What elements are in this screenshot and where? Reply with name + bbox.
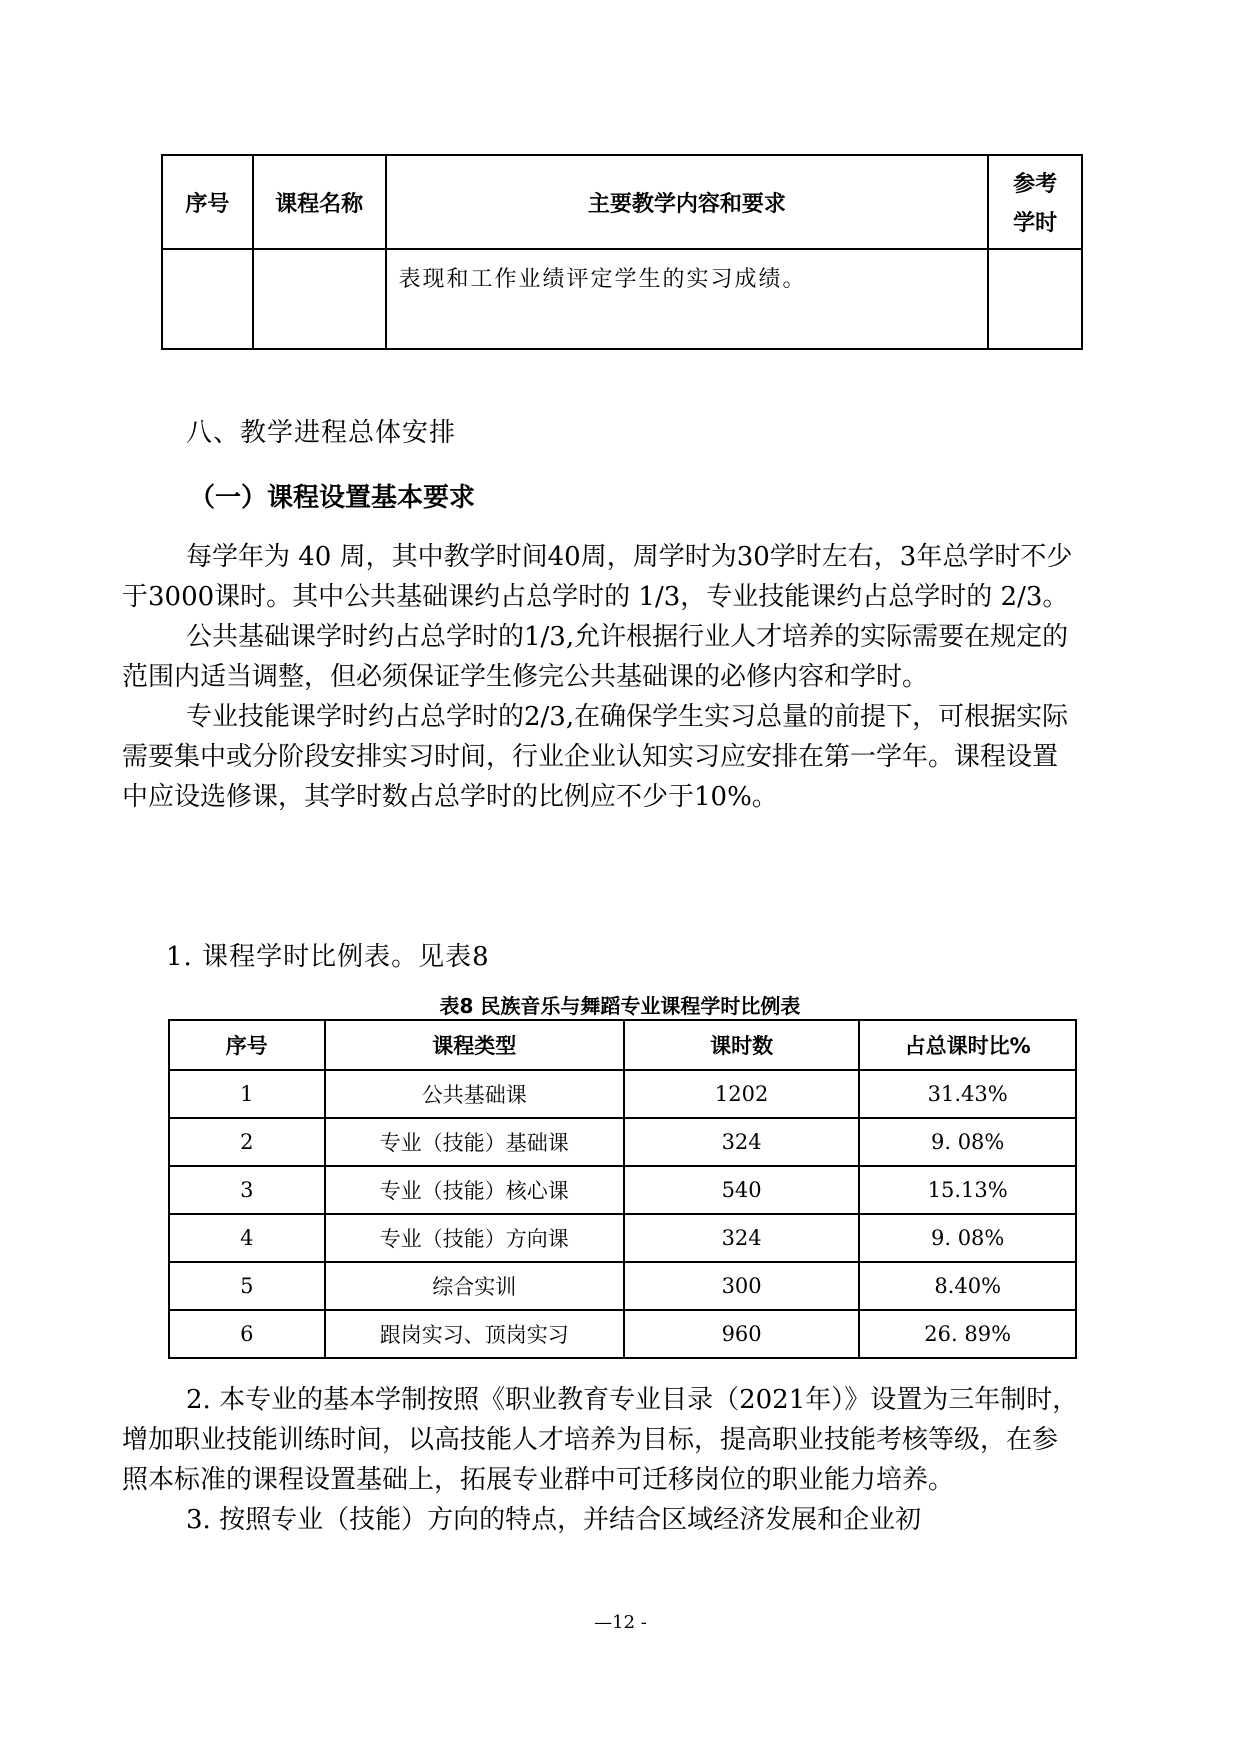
ratio-cell-hours: 960 <box>624 1310 859 1358</box>
ratio-cell-type: 跟岗实习、顶岗实习 <box>325 1310 624 1358</box>
cell-ref-hours <box>988 249 1082 349</box>
header-ref-hours-line2: 学时 <box>1013 211 1058 236</box>
paragraph-2: 公共基础课学时约占总学时的1/3,允许根据行业人才培养的实际需要在规定的范围内适当调整，但必须保证学生修完公共基础课的必修内容和学时。 <box>122 622 1069 692</box>
course-hours-ratio-table <box>168 1019 1077 1359</box>
table-row <box>169 1166 1076 1214</box>
ratio-cell-hours: 324 <box>624 1214 859 1262</box>
item-1: 1. 课程学时比例表。见表8 <box>166 942 490 972</box>
course-content-table <box>161 154 1083 350</box>
ratio-cell-index: 5 <box>169 1262 325 1310</box>
table-row <box>169 1214 1076 1262</box>
table-row <box>169 1070 1076 1118</box>
ratio-cell-index: 2 <box>169 1118 325 1166</box>
ratio-cell-index: 3 <box>169 1166 325 1214</box>
ratio-cell-index: 1 <box>169 1070 325 1118</box>
item-3: 3. 按照专业（技能）方向的特点，并结合区域经济发展和企业初 <box>186 1505 922 1535</box>
ratio-cell-percent: 9. 08% <box>859 1118 1076 1166</box>
ratio-header-percent: 占总课时比% <box>859 1020 1076 1070</box>
table-caption: 表8 民族音乐与舞蹈专业课程学时比例表 <box>439 994 801 1018</box>
table-header-row <box>162 155 1082 249</box>
ratio-cell-type: 公共基础课 <box>325 1070 624 1118</box>
ratio-cell-index: 4 <box>169 1214 325 1262</box>
page-number: —12 - <box>594 1612 647 1633</box>
numbered-items <box>122 1380 1082 1540</box>
ratio-cell-hours: 324 <box>624 1118 859 1166</box>
ratio-header-row <box>169 1020 1076 1070</box>
ratio-cell-hours: 300 <box>624 1262 859 1310</box>
ratio-cell-percent: 8.40% <box>859 1262 1076 1310</box>
ratio-header-index: 序号 <box>169 1020 325 1070</box>
table-row <box>162 249 1082 349</box>
ratio-cell-hours: 540 <box>624 1166 859 1214</box>
ratio-cell-percent: 9. 08% <box>859 1214 1076 1262</box>
ratio-header-hours: 课时数 <box>624 1020 859 1070</box>
header-course-name: 课程名称 <box>253 155 386 249</box>
ratio-header-type: 课程类型 <box>325 1020 624 1070</box>
subsection-heading: （一）课程设置基本要求 <box>189 483 476 513</box>
ratio-cell-type: 专业（技能）基础课 <box>325 1118 624 1166</box>
ratio-cell-percent: 31.43% <box>859 1070 1076 1118</box>
table-row <box>169 1262 1076 1310</box>
ratio-cell-type: 综合实训 <box>325 1262 624 1310</box>
cell-index <box>162 249 253 349</box>
cell-content: 表现和工作业绩评定学生的实习成绩。 <box>386 249 989 349</box>
cell-course-name <box>253 249 386 349</box>
ratio-cell-percent: 15.13% <box>859 1166 1076 1214</box>
section-heading: 八、教学进程总体安排 <box>186 418 457 448</box>
ratio-cell-type: 专业（技能）核心课 <box>325 1166 624 1214</box>
ratio-cell-percent: 26. 89% <box>859 1310 1076 1358</box>
header-index: 序号 <box>162 155 253 249</box>
header-content: 主要教学内容和要求 <box>386 155 989 249</box>
paragraph-1: 每学年为 40 周，其中教学时间40周，周学时为30学时左右，3年总学时不少于3000课时。其中公共基础课约占总学时的 1/3，专业技能课约占总学时的 2/3。 <box>122 542 1073 612</box>
header-ref-hours <box>988 155 1082 249</box>
ratio-cell-type: 专业（技能）方向课 <box>325 1214 624 1262</box>
table-row <box>169 1118 1076 1166</box>
header-ref-hours-line1: 参考 <box>1013 172 1058 197</box>
paragraph-3: 专业技能课学时约占总学时的2/3,在确保学生实习总量的前提下，可根据实际需要集中或分阶段安排实习时间，行业企业认知实习应安排在第一学年。课程设置中应设选修课，其学时数占总学时的比例应不少于10%。 <box>122 702 1069 812</box>
ratio-cell-index: 6 <box>169 1310 325 1358</box>
table-row <box>169 1310 1076 1358</box>
ratio-cell-hours: 1202 <box>624 1070 859 1118</box>
item-2: 2. 本专业的基本学制按照《职业教育专业目录（2021年）》设置为三年制时，增加职业技能训练时间，以高技能人才培养为目标，提高职业技能考核等级，在参照本标准的课程设置基础上，拓展专业群中可迁移岗位的职业能力培养。 <box>122 1385 1079 1495</box>
body-paragraphs <box>122 537 1082 817</box>
